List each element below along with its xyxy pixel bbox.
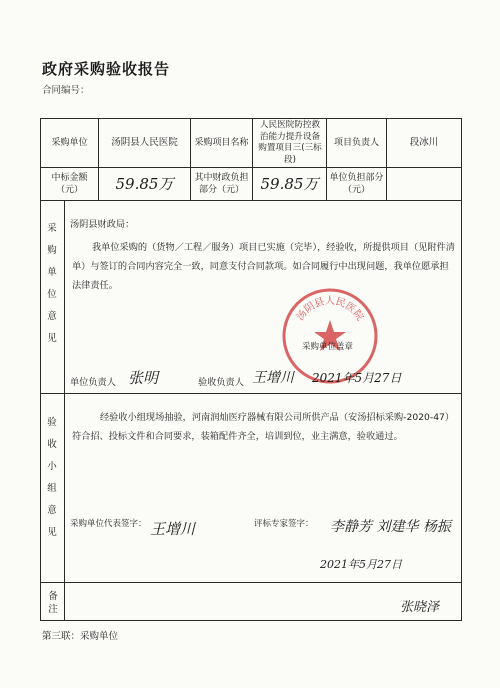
project-name-value: 人民医院防控救治能力提升设备购置项目三(三标段): [258, 120, 322, 165]
page-title: 政府采购验收报告: [42, 60, 171, 78]
group-date-signature: 2021年5月27日: [320, 558, 402, 571]
table-border-bottom: [40, 620, 462, 621]
seal-text: 汤阴县人民医院: [294, 296, 366, 323]
opinion-addressee: 汤阴县财政局：: [70, 219, 135, 230]
bid-amount-label: 中标金额（元）: [51, 173, 88, 195]
inspector-signature: 王增川: [252, 370, 294, 386]
expert-sign-label: 评标专家签字：: [254, 519, 314, 529]
leader-signature: 张明: [128, 369, 159, 387]
col-divider: [64, 200, 65, 620]
contract-number-label: 合同编号：: [42, 85, 90, 96]
remark-label: 备注: [48, 591, 58, 615]
row-divider: [40, 200, 462, 201]
self-part-value: [387, 168, 461, 200]
self-part-label: 单位负担部分（元）: [329, 173, 384, 195]
group-body: 经验收小组现场抽验，河南润灿医疗器械有限公司所供产品（安汤招标采购-2020-47）符合招、投标文件和合同要求，装箱配件齐全，培训到位，业主满意，验收通过。: [72, 412, 455, 442]
table-border-right: [461, 118, 462, 621]
rep-sign-label: 采购单位代表签字：: [70, 519, 147, 529]
fiscal-part-label: 其中财政负担部分（元）: [194, 173, 249, 195]
purchasing-unit-value: 汤阴县人民医院: [111, 137, 178, 148]
opinion-body: 我单位采购的（货物／工程／服务）项目已实施（完毕），经验收，所提供项目（见附件清单）与签订的合同内容完全一致，同意支付合同款项。如合同履行中出现问题，我单位愿承担法律责任。: [72, 242, 455, 291]
opinion-side-label: 采购单位意见: [47, 223, 57, 344]
footer-copy-label: 第三联：采购单位: [42, 631, 119, 642]
seal-label: 采购单位盖章: [302, 342, 354, 352]
inspector-sign-label: 验收负责人: [198, 377, 244, 388]
expert-signatures: 李静芳 刘建华 杨振: [330, 519, 451, 535]
project-name-label: 采购项目名称: [194, 138, 249, 148]
project-leader-label: 项目负责人: [333, 138, 379, 148]
row-divider: [40, 393, 462, 394]
purchasing-unit-label: 采购单位: [51, 138, 88, 148]
rep-signature: 王增川: [150, 520, 196, 538]
opinion-date-signature: 2021年5月27日: [312, 371, 402, 385]
project-leader-value: 段冰川: [409, 137, 439, 148]
fiscal-part-value: 59.85万: [260, 175, 319, 193]
leader-sign-label: 单位负责人: [70, 377, 116, 388]
remark-signature: 张晓泽: [400, 600, 440, 615]
row-divider: [40, 582, 462, 583]
bid-amount-value: 59.85万: [115, 175, 174, 193]
group-side-label: 验收小组意见: [47, 417, 57, 538]
